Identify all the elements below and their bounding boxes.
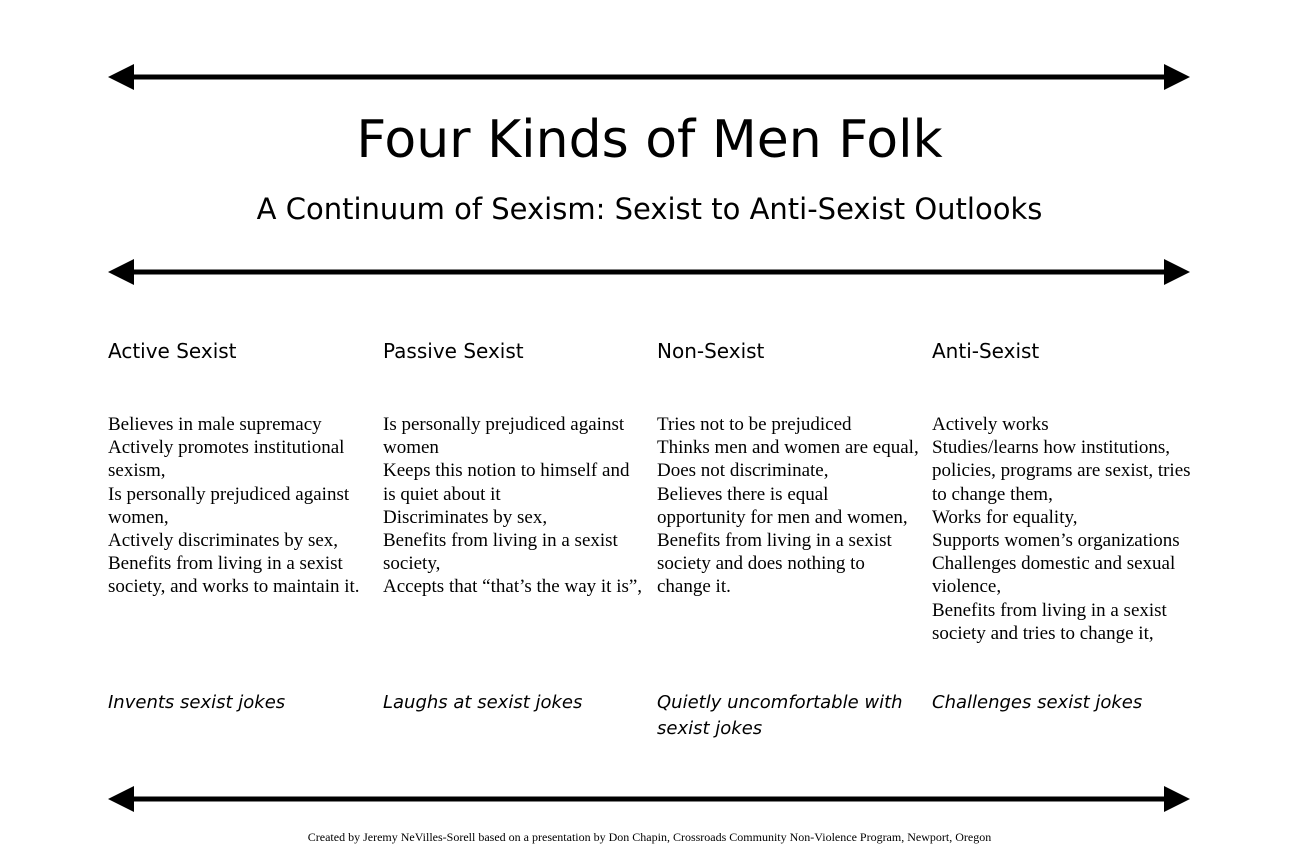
column-non-sexist	[657, 336, 919, 739]
description-line: Is personally prejudiced against women,	[108, 483, 350, 528]
column-heading: Non-Sexist	[657, 339, 765, 363]
column-description	[108, 413, 370, 599]
description-line: Actively discriminates by sex,	[108, 530, 339, 552]
joke-behavior: Laughs at sexist jokes	[383, 692, 583, 713]
description-line: Keeps this notion to himself and is quiet about it	[383, 460, 630, 505]
continuum-arrow-bottom	[108, 786, 1190, 812]
column-anti-sexist	[932, 336, 1194, 713]
description-line: Tries not to be prejudiced	[657, 414, 852, 435]
description-line: Thinks men and women are equal,	[657, 437, 919, 459]
description-line: Actively promotes institutional sexism,	[108, 437, 345, 482]
description-line: Supports women’s organizations	[932, 530, 1180, 552]
column-heading: Active Sexist	[108, 339, 237, 363]
column-heading: Passive Sexist	[383, 339, 524, 363]
description-line: Challenges domestic and sexual violence,	[932, 553, 1176, 598]
description-line: Works for equality,	[932, 506, 1078, 528]
continuum-arrow-middle	[108, 259, 1190, 285]
description-line: Believes in male supremacy	[108, 414, 322, 435]
joke-behavior: Challenges sexist jokes	[932, 692, 1143, 713]
joke-behavior: Invents sexist jokes	[108, 692, 286, 713]
description-line: Is personally prejudiced against women	[383, 414, 625, 459]
description-line: Benefits from living in a sexist society, and works to maintain it.	[108, 553, 360, 598]
description-line: Benefits from living in a sexist society and tries to change it,	[932, 599, 1167, 644]
column-description	[932, 413, 1194, 645]
column-heading: Anti-Sexist	[932, 339, 1040, 363]
column-description	[383, 413, 645, 599]
joke-behavior: Quietly uncomfortable with sexist jokes	[657, 692, 903, 739]
page-subtitle: A Continuum of Sexism: Sexist to Anti-Sexist Outlooks	[256, 192, 1043, 226]
column-passive-sexist	[383, 336, 645, 713]
column-description	[657, 413, 919, 599]
description-line: Actively works	[932, 414, 1049, 435]
column-active-sexist	[108, 336, 370, 713]
description-line: Does not discriminate,	[657, 460, 829, 482]
credit-footer: Created by Jeremy NeVilles-Sorell based on a presentation by Don Chapin, Crossroads Community Non-Violence Program, Newport, Oregon	[307, 830, 992, 844]
page-title: Four Kinds of Men Folk	[356, 110, 943, 170]
description-line: Discriminates by sex,	[383, 506, 548, 528]
continuum-arrow-top	[108, 64, 1190, 90]
description-line: Believes there is equal opportunity for men and women,	[657, 483, 908, 528]
description-line: Benefits from living in a sexist society,	[383, 530, 618, 575]
description-line: Benefits from living in a sexist society and does nothing to change it.	[657, 530, 892, 598]
description-line: Accepts that “that’s the way it is”,	[383, 576, 643, 598]
description-line: Studies/learns how institutions, policies, programs are sexist, tries to change them,	[932, 437, 1191, 505]
